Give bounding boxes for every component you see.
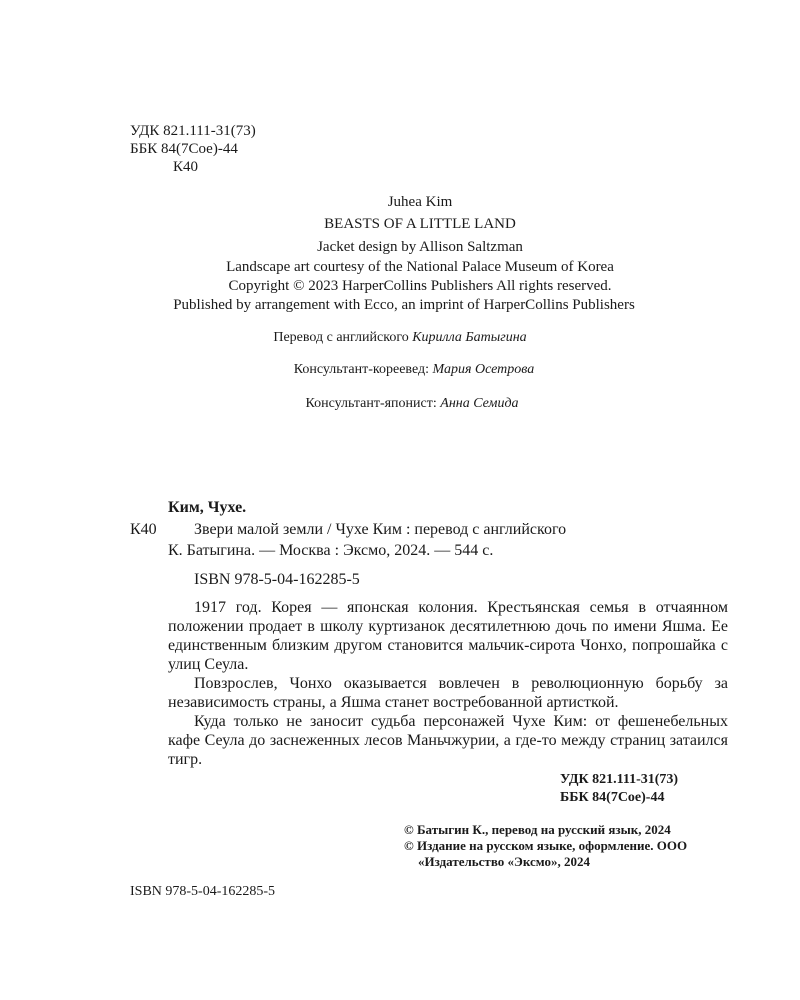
arrangement-line: Published by arrangement with Ecco, an imprint of HarperCollins Publishers bbox=[173, 297, 635, 313]
author-mark: К40 bbox=[173, 159, 199, 175]
bibliography-isbn: ISBN 978-5-04-162285-5 bbox=[194, 571, 360, 588]
korea-consultant-name: Мария Осетрова bbox=[432, 362, 535, 377]
edition-copyright-text: © Издание на русском языке, оформление. ООО «Издательство «Эксмо», 2024 bbox=[404, 838, 688, 869]
bibliography-line-2: К. Батыгина. — Москва : Эксмо, 2024. — 544 с. bbox=[168, 542, 494, 559]
translation-copyright bbox=[404, 822, 718, 838]
bbk-code-bottom: ББК 84(7Сое)-44 bbox=[560, 790, 665, 805]
bibliography-mark: К40 bbox=[130, 521, 157, 538]
landscape-credit: Landscape art courtesy of the National Palace Museum of Korea bbox=[226, 259, 614, 275]
japan-consultant-label: Консультант-японист: bbox=[305, 396, 437, 411]
translator-credit bbox=[0, 330, 800, 346]
korea-consultant-credit bbox=[0, 362, 800, 378]
copyright-line: Copyright © 2023 HarperCollins Publishers All rights reserved. bbox=[228, 278, 612, 294]
japan-consultant-credit bbox=[0, 396, 800, 412]
jacket-credit: Jacket design by Allison Saltzman bbox=[317, 239, 523, 255]
udk-code: УДК 821.111-31(73) bbox=[130, 123, 256, 139]
annotation bbox=[168, 598, 728, 769]
udk-code-bottom: УДК 821.111-31(73) bbox=[560, 772, 679, 787]
original-author: Juhea Kim bbox=[387, 194, 453, 210]
classification-codes-bottom bbox=[560, 771, 678, 807]
annotation-paragraph: Повзрослев, Чонхо оказывается вовлечен в революционную борьбу за независимость страны, а Яшма станет востребованной артисткой. bbox=[168, 675, 728, 711]
bibliography-author-heading: Ким, Чухе. bbox=[168, 499, 247, 516]
annotation-paragraph: 1917 год. Корея — японская колония. Крестьянская семья в отчаянном положении продает в школу куртизанок десятилетнюю дочь по имени Яшма. Ее единственным близким другом становится мальчик-сирота Чонхо, попрошайка с улиц Сеула. bbox=[168, 599, 728, 673]
korea-consultant-label: Консультант-кореевед: bbox=[293, 362, 429, 377]
classification-codes-top bbox=[130, 122, 256, 176]
japan-consultant-name: Анна Семида bbox=[440, 396, 519, 411]
edition-copyright bbox=[404, 838, 718, 870]
bbk-code: ББК 84(7Сое)-44 bbox=[130, 141, 238, 157]
isbn-bottom: ISBN 978-5-04-162285-5 bbox=[130, 884, 276, 899]
original-title: BEASTS OF A LITTLE LAND bbox=[324, 216, 516, 232]
translation-copyright-text: © Батыгин К., перевод на русский язык, 2024 bbox=[404, 822, 671, 837]
bibliography-line-1: Звери малой земли / Чухе Ким : перевод с английского bbox=[194, 521, 567, 538]
annotation-paragraph: Куда только не заносит судьба персонажей Чухе Ким: от фешенебельных кафе Сеула до заснеженных лесов Маньчжурии, а где-то между страниц затаился тигр. bbox=[168, 713, 728, 768]
copyright-notices bbox=[404, 822, 718, 870]
translator-name: Кирилла Батыгина bbox=[412, 330, 527, 345]
translator-label: Перевод с английского bbox=[273, 330, 409, 345]
